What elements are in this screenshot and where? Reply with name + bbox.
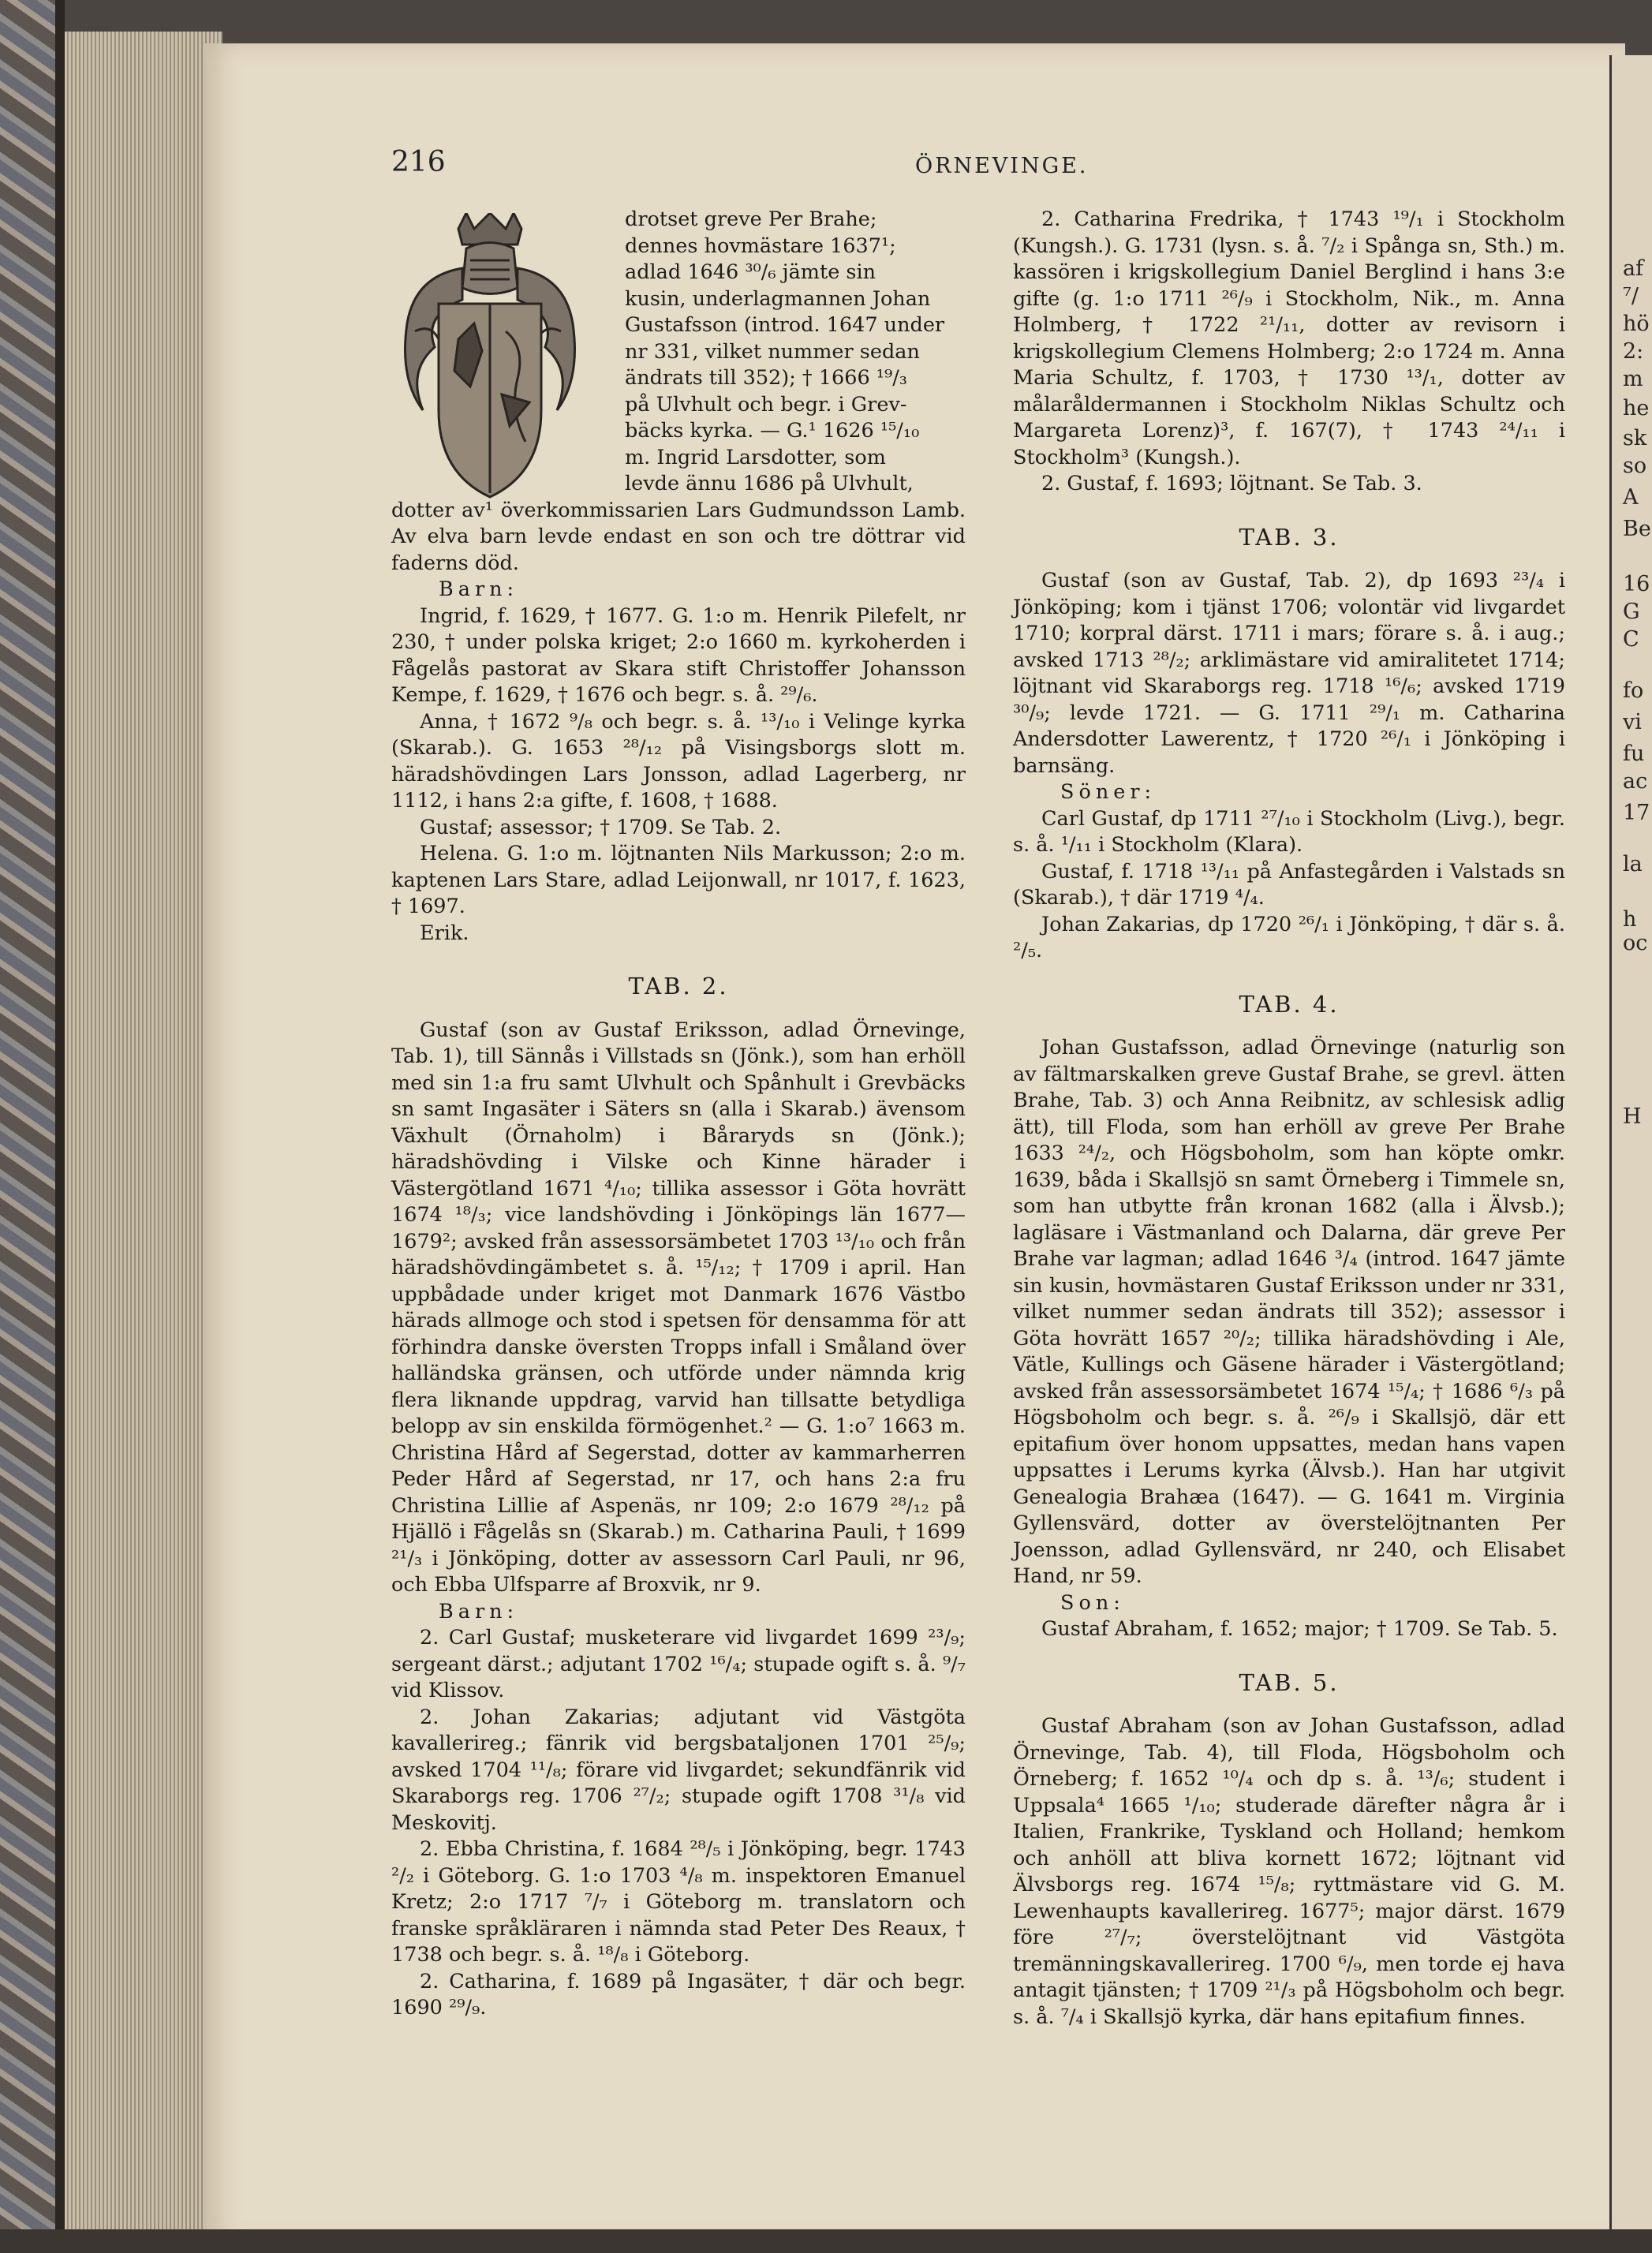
- text-line: drotset greve Per Brahe;: [625, 207, 877, 231]
- cover-edge: [55, 0, 65, 2253]
- text-line: ändrats till 352); † 1666 ¹⁹/₃: [625, 366, 908, 390]
- next-page-fragment: he: [1623, 396, 1650, 420]
- next-page-fragment: G: [1623, 600, 1640, 624]
- text-line: adlad 1646 ³⁰/₆ jämte sin: [625, 260, 876, 284]
- table-heading: TAB. 3.: [1239, 523, 1340, 551]
- next-page-fragment: H: [1623, 1104, 1642, 1129]
- next-page-edge: [1609, 55, 1652, 2232]
- next-page-fragment: Be: [1623, 517, 1651, 541]
- next-page-fragment: fu: [1623, 742, 1645, 766]
- next-page-fragment: C: [1623, 627, 1639, 652]
- entry-paragraph: Johan Gustafsson, adlad Örnevinge (naturlig son av fältmarskalken greve Gustaf Brahe, se grevl. ätten Brahe, Tab. 3) och Anna Reibnitz, av schlesisk adlig ätt), till Floda, som han erhöll av greve Per Brahe 1633 ²⁴/₂, och Högsboholm, som han köpte omkr. 1639, båda i Skallsjö sn samt Örneberg i Timmele sn, som han utbytte från kronan 1682 (alla i Älvsb.); lagläsare i Västmanland och Dalarna, där greve Per Brahe var lagman; adlad 1646 ³/₄ (introd. 1647 jämte sin kusin, hovmästaren Gustaf Eriksson under nr 331, vilket nummer sedan ändrats till 352); assessor i Göta hovrätt 1657 ²⁰/₂; tillika häradshövding i Ale, Vätle, Kullings och Gäsene härader i Västergötland; avsked från assessorsämbetet 1674 ¹⁵/₄; † 1686 ⁶/₃ på Högsboholm och begr. s. å. ²⁶/₉ i Skallsjö, där ett epitafium över honom uppsattes, medan hans vapen uppsattes i Lerums kyrka (Älvsb.). Han har utgivit Genealogia Brahæa (1647). — G. 1641 m. Virginia Gyllensvärd, dotter av överstelöjtnanten Per Joensson, adlad Gyllensvärd, nr 240, och Elisabet Hand, nr 59.: [1013, 1036, 1565, 1588]
- next-page-fragment: so: [1623, 454, 1647, 478]
- page-stack-edge: [65, 32, 222, 2232]
- next-page-fragment: ⁷/: [1623, 284, 1639, 308]
- next-page-fragment: 16: [1623, 572, 1650, 596]
- section-label: Barn:: [439, 577, 519, 601]
- bottom-shadow: [0, 2229, 1652, 2253]
- right-column: [1013, 207, 1565, 2031]
- entry-paragraph: Carl Gustaf, dp 1711 ²⁷/₁₀ i Stockholm (Livg.), begr. s. å. ¹/₁₁ i Stockholm (Klara).: [1013, 806, 1565, 857]
- entry-paragraph: 2. Gustaf, f. 1693; löjtnant. Se Tab. 3.: [1041, 472, 1422, 495]
- running-head: ÖRNEVINGE.: [915, 154, 1089, 178]
- text-line: levde ännu 1686 på Ulvhult,: [625, 472, 914, 495]
- entry-paragraph: Gustaf (son av Gustaf Eriksson, adlad Örnevinge, Tab. 1), till Sännås i Villstads sn (Jönk.), som han erhöll med sin 1:a fru samt Ulvhult och Spånhult i Grevbäcks sn samt Ingasäter i Säters sn (alla i Skarab.) ävensom Växhult (Örnaholm) i Båraryds sn (Jönk.); häradshövding i Vilske och Kinne härader i Västergötland 1671 ⁴/₁₀; tillika assessor i Göta hovrätt 1674 ¹⁸/₃; vice landshövding i Jönköpings län 1677—1679²; avsked från assessorsämbetet 1703 ¹³/₁₀ och från häradshövdingämbetet s. å. ¹⁵/₁₂; † 1709 i april. Han uppbådade under kriget mot Danmark 1676 Västbo härads allmoge och stod i spetsen för densamma för att förhindra danske översten Tropps infall i Småland över halländska gränsen, och utförde under nämnda krig flera liknande uppdrag, varvid han tillsatte betydliga belopp av sin enskilda förmögenhet.² — G. 1:o⁷ 1663 m. Christina Hård af Segerstad, dotter av kammarherren Peder Hård af Segerstad, nr 17, och hans 2:a fru Christina Lillie af Aspenäs, nr 109; 2:o 1679 ²⁸/₁₂ på Hjällö i Fågelås sn (Skarab.) m. Catharina Pauli, † 1699 ²¹/₃ i Jönköping, dotter av assessorn Carl Pauli, nr 96, och Ebba Ulfsparre af Broxvik, nr 9.: [391, 1018, 966, 1597]
- next-page-fragment: m: [1623, 367, 1643, 391]
- entry-paragraph: 2. Catharina Fredrika, † 1743 ¹⁹/₁ i Stockholm (Kungsh.). G. 1731 (lysn. s. å. ⁷/₂ i Spånga sn, Sth.) m. kassören i krigskollegium Daniel Berglind i hans 3:e gifte (g. 1:o 1711 ²⁶/₉ i Stockholm, Nik., m. Anna Holmberg, † 1722 ²¹/₁₁, dotter av revisorn i krigskollegium Clemens Holmberg; 2:o 1724 m. Anna Maria Schultz, f. 1703, † 1730 ¹³/₁, dotter av målaråldermannen i Stockholm Niklas Schultz och Margareta Lorenz)³, f. 167(7), † 1743 ²⁴/₁₁ i Stockholm³ (Kungsh.).: [1013, 207, 1565, 469]
- entry-paragraph: Gustaf Abraham, f. 1652; major; † 1709. Se Tab. 5.: [1041, 1617, 1558, 1641]
- entry-paragraph: 2. Ebba Christina, f. 1684 ²⁸/₅ i Jönköping, begr. 1743 ²/₂ i Göteborg. G. 1:o 1703 ⁴/₈ m. inspektoren Emanuel Kretz; 2:o 1717 ⁷/₇ i Göteborg m. translatorn och franske språkläraren i nämnda stad Peter Des Reaux, † 1738 och begr. s. å. ¹⁸/₈ i Göteborg.: [391, 1837, 966, 1967]
- entry-paragraph: Anna, † 1672 ⁹/₈ och begr. s. å. ¹³/₁₀ i Velinge kyrka (Skarab.). G. 1653 ²⁸/₁₂ på Visingsborgs slott m. häradshövdingen Lars Jonsson, adlad Lagerberg, nr 1112, i hans 2:a gifte, f. 1608, † 1688.: [391, 709, 966, 813]
- text-line: Gustafsson (introd. 1647 under: [625, 313, 945, 337]
- next-page-fragment: sk: [1623, 426, 1647, 450]
- next-page-fragment: af: [1623, 256, 1644, 281]
- marbled-book-cover: [0, 0, 55, 2253]
- next-page-fragment: ac: [1623, 769, 1648, 794]
- left-column: [391, 207, 966, 2022]
- page-number: 216: [391, 146, 446, 178]
- table-heading: TAB. 2.: [628, 973, 729, 999]
- next-page-fragment: la: [1623, 852, 1643, 876]
- next-page-fragment: fo: [1623, 678, 1644, 703]
- entry-paragraph: Ingrid, f. 1629, † 1677. G. 1:o m. Henrik Pilefelt, nr 230, † under polska kriget; 2:o 1660 m. kyrkoherden i Fågelås pastorat av Skara stift Christoffer Johansson Kempe, f. 1629, † 1676 och begr. s. å. ²⁹/₆.: [391, 603, 966, 707]
- next-page-fragment: oc: [1623, 931, 1648, 955]
- text-line: m. Ingrid Larsdotter, som: [625, 445, 886, 469]
- entry-paragraph: Gustaf, f. 1718 ¹³/₁₁ på Anfastegården i Valstads sn (Skarab.), † där 1719 ⁴/₄.: [1013, 859, 1565, 910]
- entry-paragraph: Gustaf Abraham (son av Johan Gustafsson, adlad Örnevinge, Tab. 4), till Floda, Högsboholm och Örneberg; f. 1652 ¹⁰/₄ och dp s. å. ¹³/₆; student i Uppsala⁴ 1665 ¹/₁₀; studerade därefter några år i Italien, Frankrike, Tyskland och Holland; hemkom och anhöll att bliva kornett 1672; löjtnant vid Älvsborgs reg. 1674 ¹⁵/₈; ryttmästare vid G. M. Lewenhaupts kavallerireg. 1677⁵; major därst. 1679 före ²⁷/₇; överstelöjtnant vid Västgöta tremänningskavallerireg. 1700 ⁶/₉, men torde ej hava antagit tjänsten; † 1709 ²¹/₃ på Högsboholm och begr. s. å. ⁷/₄ i Skallsjö kyrka, där hans epitafium finnes.: [1013, 1714, 1565, 2029]
- section-label: Son:: [1060, 1590, 1125, 1615]
- entry-paragraph: Johan Zakarias, dp 1720 ²⁶/₁ i Jönköping, † där s. å. ²/₅.: [1013, 912, 1565, 962]
- table-heading: TAB. 4.: [1239, 990, 1340, 1018]
- next-page-fragment: h: [1623, 907, 1637, 932]
- next-page-fragment: A: [1623, 485, 1639, 510]
- entry-paragraph: 2. Johan Zakarias; adjutant vid Västgöta kavallerireg.; fänrik vid bergsbataljonen 1701 ²⁵/₉; avsked 1704 ¹¹/₈; förare vid livgardet; sekundfänrik vid Skaraborgs reg. 1706 ²⁷/₂; stupade ogift 1708 ³¹/₈ vid Meskovitj.: [391, 1705, 966, 1835]
- entry-paragraph: Gustaf; assessor; † 1709. Se Tab. 2.: [420, 815, 782, 839]
- entry-paragraph: 2. Catharina, f. 1689 på Ingasäter, † där och begr. 1690 ²⁹/₉.: [391, 1969, 966, 2019]
- text-line: nr 331, vilket nummer sedan: [625, 339, 920, 364]
- next-page-fragment: hö: [1623, 312, 1650, 336]
- next-page-fragment: vi: [1623, 710, 1642, 734]
- text-line: kusin, underlagmannen Johan: [625, 286, 931, 311]
- entry-paragraph: Gustaf (son av Gustaf, Tab. 2), dp 1693 ²³/₄ i Jönköping; kom i tjänst 1706; volontär vid livgardet 1710; korpral därst. 1711 i mars; förare s. å. i aug.; avsked 1713 ²⁸/₂; arklimästare vid amiralitetet 1714; löjtnant vid Skaraborgs reg. 1718 ¹⁶/₆; avsked 1719 ³⁰/₉; levde 1721. — G. 1711 ²⁹/₁ m. Catharina Andersdotter Lawerentz, † 1720 ²⁶/₁ i Jönköping i barnsäng.: [1013, 569, 1565, 778]
- text-line: dennes hovmästare 1637¹;: [625, 234, 896, 258]
- section-label: Söner:: [1060, 780, 1157, 804]
- next-page-fragment: 17: [1623, 801, 1650, 825]
- text-line: på Ulvhult och begr. i Grev-: [625, 392, 907, 417]
- entry-paragraph: Erik.: [420, 921, 469, 945]
- section-label: Barn:: [439, 1599, 519, 1623]
- paragraph: dotter av¹ överkommissarien Lars Gudmundsson Lamb. Av elva barn levde endast en son och tre döttrar vid faderns död.: [391, 498, 966, 575]
- table-heading: TAB. 5.: [1239, 1668, 1340, 1696]
- text-line: bäcks kyrka. — G.¹ 1626 ¹⁵/₁₀: [625, 419, 920, 443]
- entry-paragraph: Helena. G. 1:o m. löjtnanten Nils Markusson; 2:o m. kaptenen Lars Stare, adlad Leijonwall, nr 1017, f. 1623, † 1697.: [391, 842, 966, 918]
- entry-paragraph: 2. Carl Gustaf; musketerare vid livgardet 1699 ²³/₉; sergeant därst.; adjutant 1702 ¹⁶/₄; stupade ogift s. å. ⁹/₇ vid Klissov.: [391, 1626, 966, 1702]
- next-page-fragment: 2:: [1623, 339, 1644, 364]
